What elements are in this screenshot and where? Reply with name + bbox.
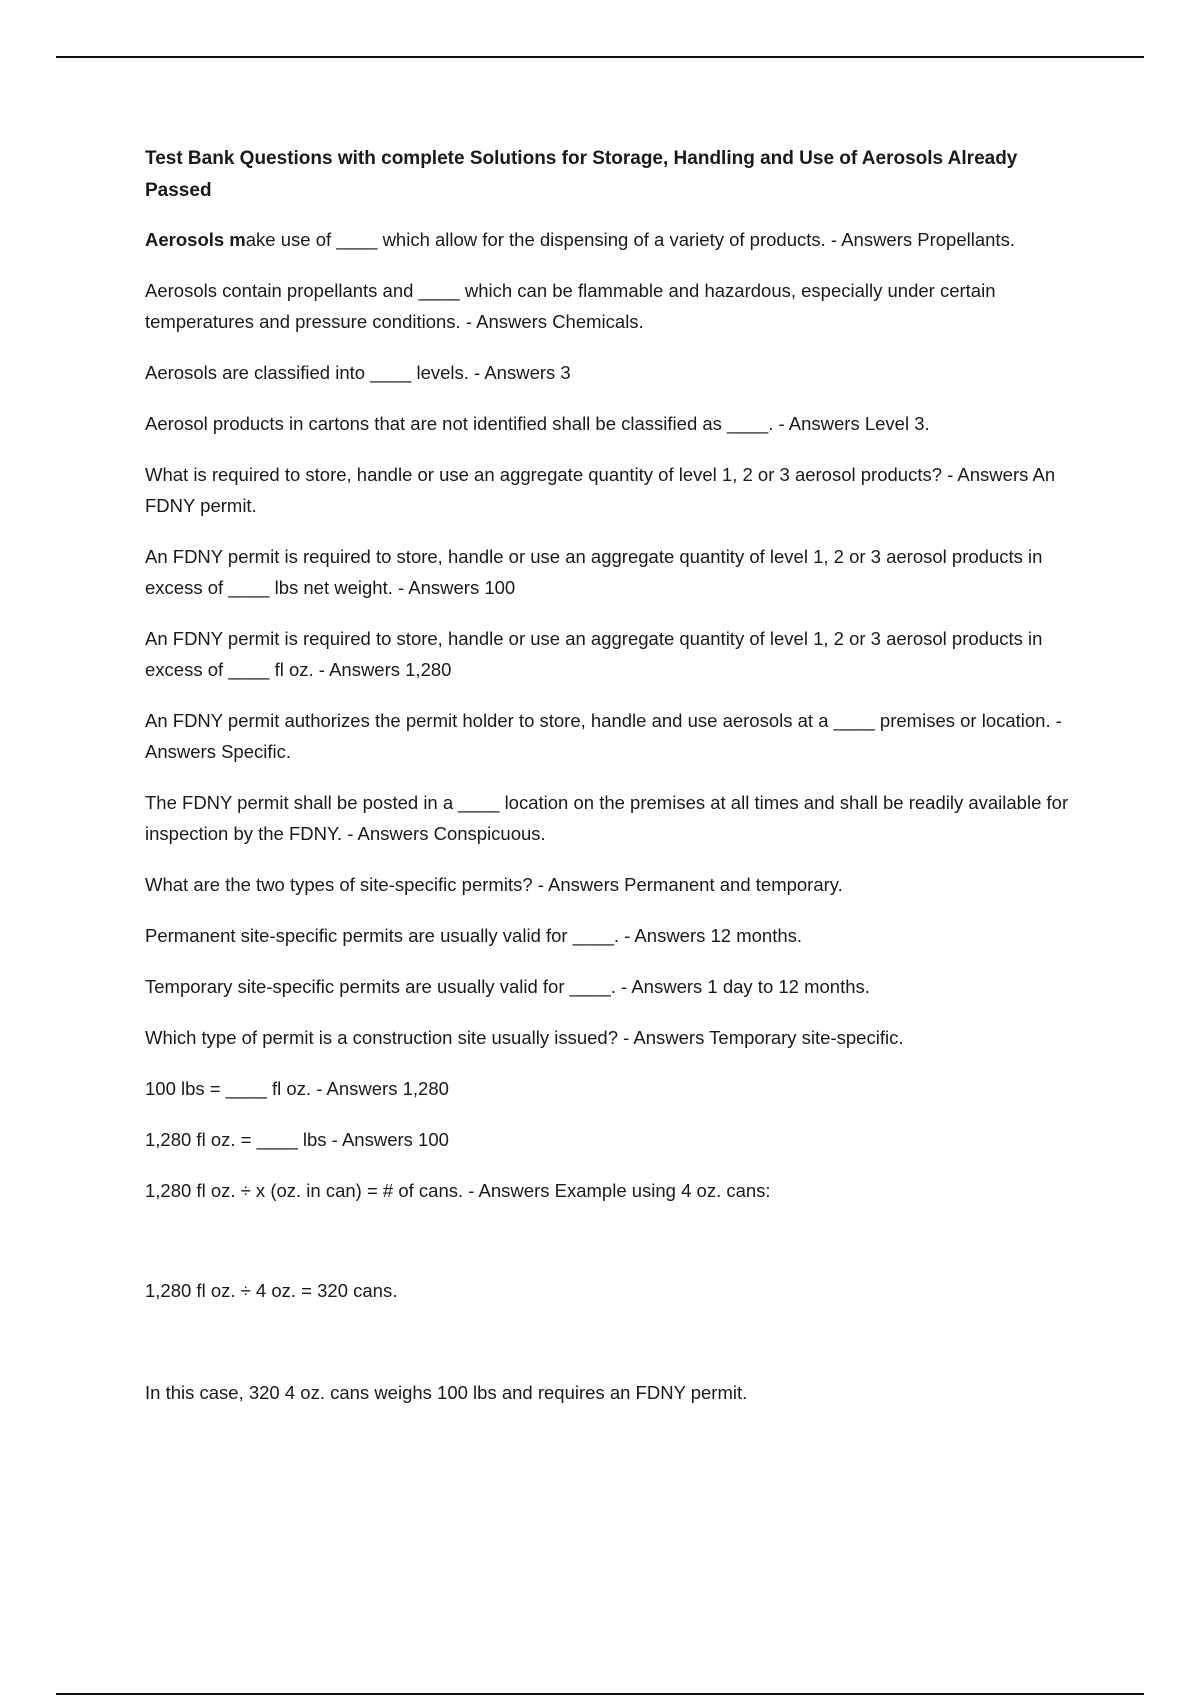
qa-item-specific-premises: An FDNY permit authorizes the permit holder to store, handle and use aerosols at a ____ premises or location. - Answers Specific.: [145, 710, 1062, 762]
document-title: Test Bank Questions with complete Solutions for Storage, Handling and Use of Aerosols Already Passed: [145, 148, 1018, 201]
qa-item-permit-types: What are the two types of site-specific permits? - Answers Permanent and temporary.: [145, 874, 843, 895]
qa-item-permanent-validity: Permanent site-specific permits are usually valid for ____. - Answers 12 months.: [145, 925, 803, 946]
footer-rule: [56, 1693, 1144, 1695]
document-body: [145, 143, 1085, 1428]
qa-item-permit-required: What is required to store, handle or use an aggregate quantity of level 1, 2 or 3 aerosol products? - Answers An FDNY permit.: [145, 464, 1056, 516]
qa-item-bold-lead: Aerosols m: [145, 229, 246, 250]
calc-example-line: 1,280 fl oz. ÷ 4 oz. = 320 cans.: [145, 1280, 398, 1301]
qa-item-chemicals: Aerosols contain propellants and ____ which can be flammable and hazardous, especially under certain temperatures and pressure conditions. - Answers Chemicals.: [145, 280, 996, 332]
qa-item-text: ake use of ____ which allow for the dispensing of a variety of products. - Answers Propellants.: [245, 229, 1015, 250]
qa-item-floz-threshold: An FDNY permit is required to store, handle or use an aggregate quantity of level 1, 2 or 3 aerosol products in excess of ____ fl oz. - Answers 1,280: [145, 628, 1043, 680]
qa-item-lbs-threshold: An FDNY permit is required to store, handle or use an aggregate quantity of level 1, 2 or 3 aerosol products in excess of ____ lbs net weight. - Answers 100: [145, 546, 1043, 598]
qa-item-levels: Aerosols are classified into ____ levels. - Answers 3: [145, 362, 571, 383]
qa-item-temporary-validity: Temporary site-specific permits are usually valid for ____. - Answers 1 day to 12 months.: [145, 976, 870, 997]
qa-item-construction-site: Which type of permit is a construction site usually issued? - Answers Temporary site-specific.: [145, 1027, 904, 1048]
calc-conclusion: In this case, 320 4 oz. cans weighs 100 lbs and requires an FDNY permit.: [145, 1382, 748, 1403]
qa-item-lbs-to-floz: 100 lbs = ____ fl oz. - Answers 1,280: [145, 1078, 449, 1099]
header-rule: [56, 56, 1144, 58]
qa-item-cans-formula: 1,280 fl oz. ÷ x (oz. in can) = # of cans. - Answers Example using 4 oz. cans:: [145, 1180, 771, 1201]
qa-item-propellants: [145, 224, 1085, 255]
qa-item-conspicuous: The FDNY permit shall be posted in a ____ location on the premises at all times and shall be readily available for inspection by the FDNY. - Answers Conspicuous.: [145, 792, 1069, 844]
qa-item-floz-to-lbs: 1,280 fl oz. = ____ lbs - Answers 100: [145, 1129, 449, 1150]
qa-item-unidentified-cartons: Aerosol products in cartons that are not identified shall be classified as ____. - Answers Level 3.: [145, 413, 930, 434]
